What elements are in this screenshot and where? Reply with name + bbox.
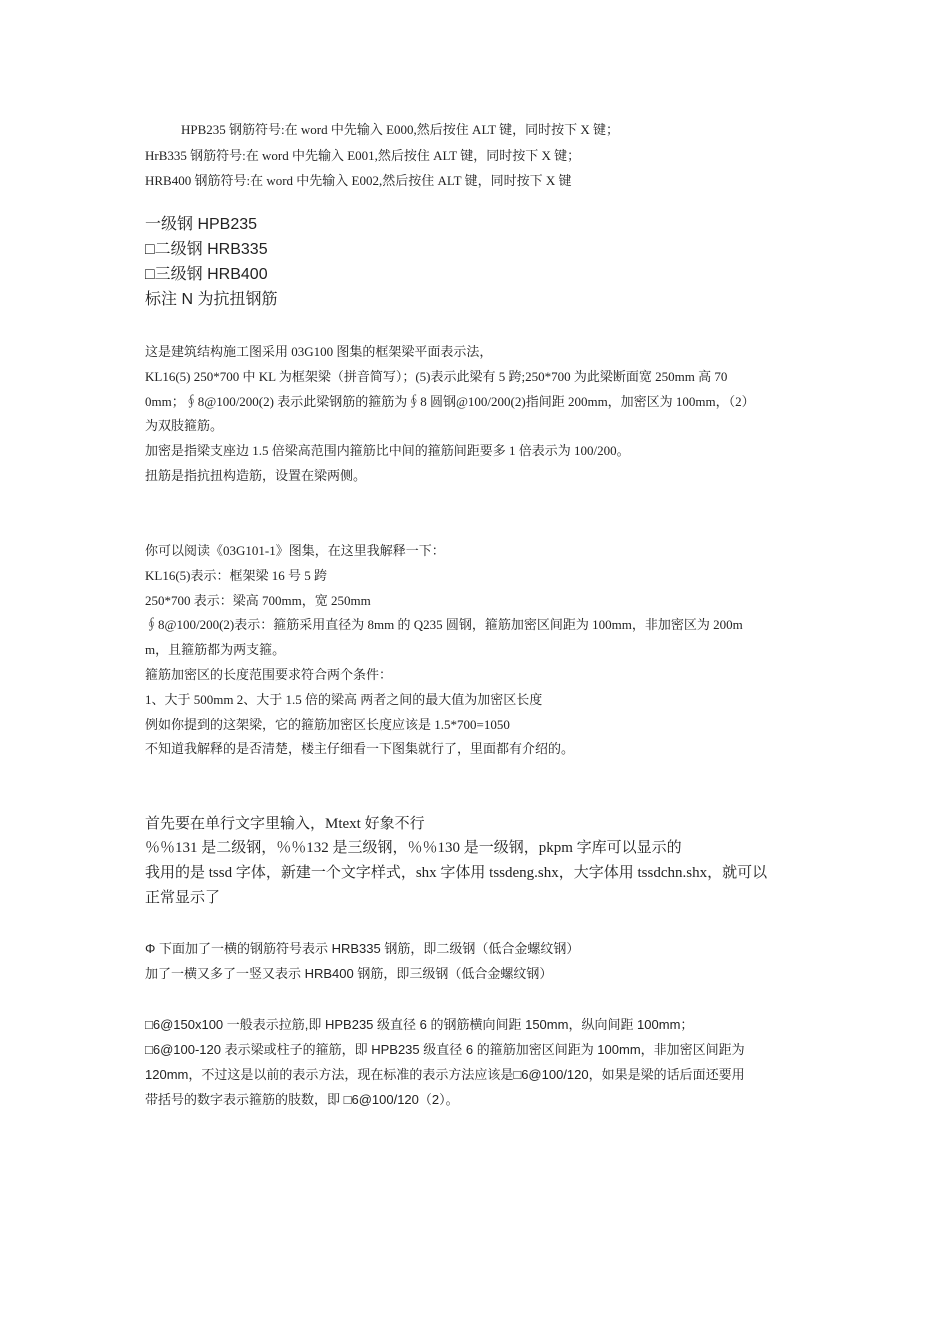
paragraph-line: ∮8@100/200(2)表示：箍筋采用直径为 8mm 的 Q235 圆钢，箍筋加密区间距为 100mm，非加密区为 200m [145, 617, 743, 632]
grade-line: □二级钢 HRB335 [145, 241, 268, 258]
paragraph-line: 扭筋是指抗扭构造筋，设置在梁两侧。 [145, 468, 367, 483]
paragraph-line: 带括号的数字表示箍筋的肢数，即 □6@100/120（2）。 [145, 1092, 459, 1107]
paragraph-line: KL16(5)表示：框架梁 16 号 5 跨 [145, 568, 327, 583]
paragraph-line: 250*700 表示：梁高 700mm，宽 250mm [145, 593, 371, 608]
grade-line: 一级钢 HPB235 [145, 216, 258, 233]
paragraph-line: 例如你提到的这架梁，它的箍筋加密区长度应该是 1.5*700=1050 [145, 717, 510, 732]
paragraph-line: 正常显示了 [145, 890, 221, 906]
paragraph-line: KL16(5) 250*700 中 KL 为框架梁（拼音简写）；(5)表示此梁有 5 跨;250*700 为此梁断面宽 250mm 高 70 [145, 369, 728, 384]
paragraph-line: ％％131 是二级钢，％％132 是三级钢，％％130 是一级钢，pkpm 字库可以显示的 [145, 840, 682, 856]
paragraph-line: □6@150x100 一般表示拉筋,即 HPB235 级直径 6 的钢筋横向间距 150mm，纵向间距 100mm； [145, 1017, 694, 1032]
paragraph-line: HPB235 钢筋符号:在 word 中先输入 E000,然后按住 ALT 键，同时按下 X 键； [181, 122, 620, 137]
paragraph-line: 箍筋加密区的长度范围要求符合两个条件： [145, 667, 393, 682]
paragraph-line: 首先要在单行文字里输入，Mtext 好象不行 [145, 816, 425, 832]
paragraph-line: 不知道我解释的是否清楚，楼主仔细看一下图集就行了，里面都有介绍的。 [145, 741, 575, 756]
paragraph-line: 我用的是 tssd 字体，新建一个文字样式，shx 字体用 tssdeng.shx，大字体用 tssdchn.shx，就可以 [145, 865, 768, 881]
paragraph-line: m，且箍筋都为两支箍。 [145, 642, 286, 657]
paragraph-line: 加了一横又多了一竖又表示 HRB400 钢筋，即三级钢（低合金螺纹钢） [145, 966, 553, 981]
grade-line: 标注 N 为抗扭钢筋 [145, 291, 278, 308]
paragraph-line: □6@100-120 表示梁或柱子的箍筋，即 HPB235 级直径 6 的箍筋加密区间距为 100mm，非加密区间距为 [145, 1042, 745, 1057]
paragraph-line: 120mm，不过这是以前的表示方法，现在标准的表示方法应该是□6@100/120，如果是梁的话后面还要用 [145, 1067, 745, 1082]
grade-line: □三级钢 HRB400 [145, 266, 268, 283]
paragraph-line: Φ 下面加了一横的钢筋符号表示 HRB335 钢筋，即二级钢（低合金螺纹钢） [145, 941, 580, 956]
paragraph-line: 加密是指梁支座边 1.5 倍梁高范围内箍筋比中间的箍筋间距要多 1 倍表示为 100/200。 [145, 443, 630, 458]
paragraph-line: 为双肢箍筋。 [145, 418, 224, 433]
paragraph-line: HrB335 钢筋符号:在 word 中先输入 E001,然后按住 ALT 键，同时按下 X 键； [145, 148, 581, 163]
paragraph-line: 1、大于 500mm 2、大于 1.5 倍的梁高 两者之间的最大值为加密区长度 [145, 692, 543, 707]
paragraph-line: 这是建筑结构施工图采用 03G100 图集的框架梁平面表示法， [145, 344, 493, 359]
paragraph-line: 0mm；∮8@100/200(2) 表示此梁钢筋的箍筋为∮8 圆钢@100/200(2)指间距 200mm，加密区为 100mm，（2） [145, 394, 755, 409]
paragraph-line: 你可以阅读《03G101-1》图集，在这里我解释一下： [145, 543, 445, 558]
paragraph-line: HRB400 钢筋符号:在 word 中先输入 E002,然后按住 ALT 键，同时按下 X 键 [145, 173, 572, 188]
